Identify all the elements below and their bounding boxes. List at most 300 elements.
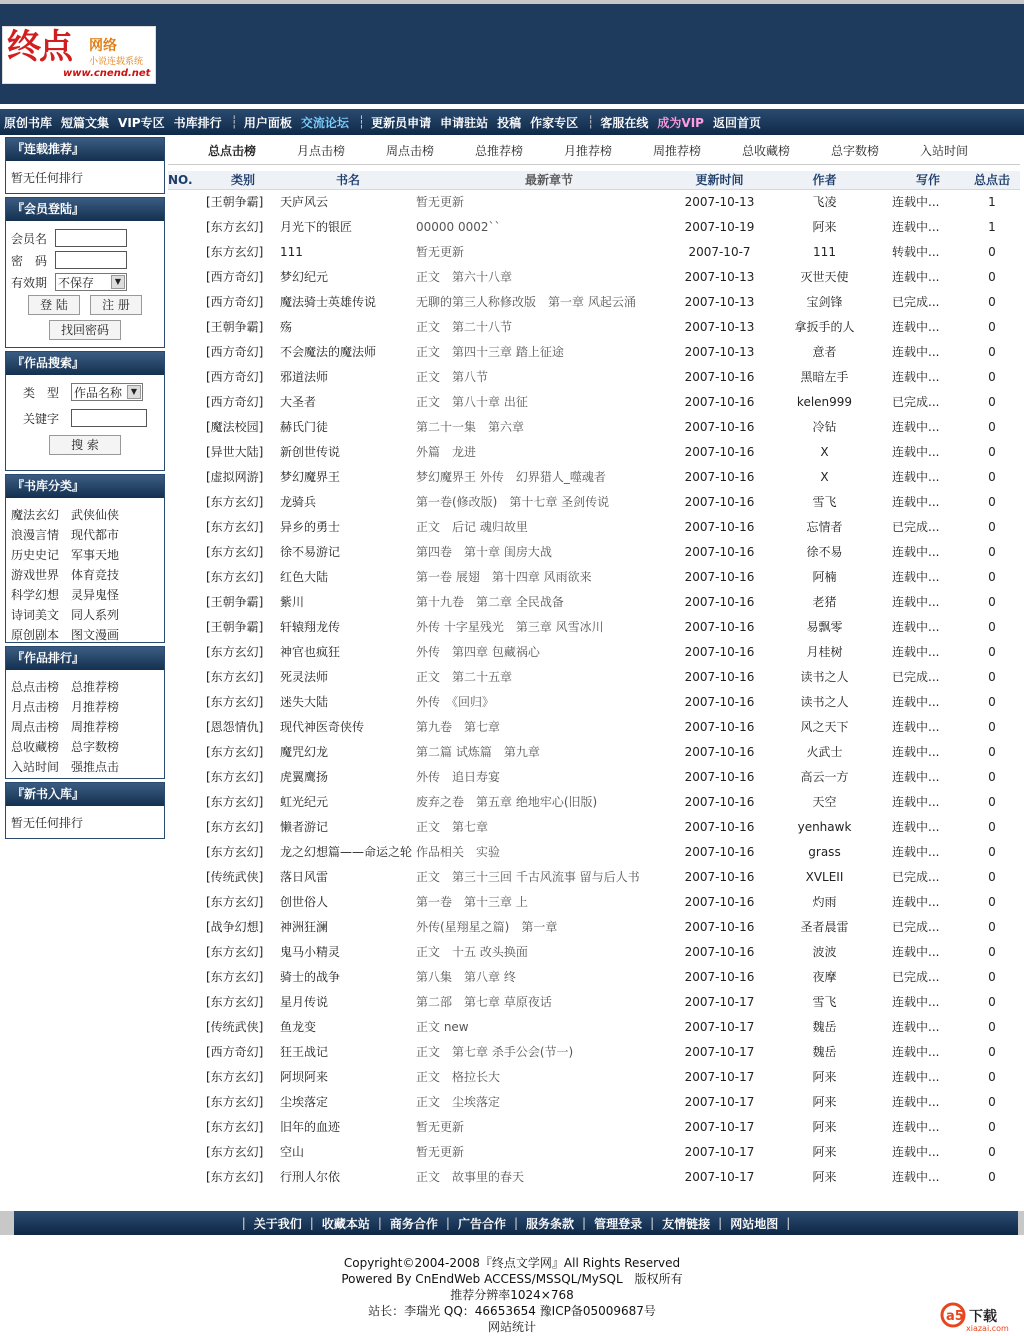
author-link[interactable]: 飞凌 bbox=[812, 195, 837, 210]
book-title-link[interactable]: 红色大陆 bbox=[280, 570, 329, 584]
category-cell[interactable]: [东方玄幻] bbox=[206, 220, 264, 234]
category-cell[interactable]: [东方玄幻] bbox=[206, 245, 264, 259]
row-number bbox=[168, 889, 194, 914]
category-cell[interactable]: [异世大陆] bbox=[206, 445, 264, 459]
footer-separator: | bbox=[786, 1216, 791, 1230]
table-row bbox=[168, 864, 1020, 889]
main-nav bbox=[0, 109, 1024, 135]
author-link[interactable]: 波波 bbox=[812, 945, 837, 959]
table-row bbox=[168, 364, 1020, 389]
latest-chapter-link[interactable]: 外传 十字星残光 第三章 风雪冰川 bbox=[416, 620, 604, 634]
column-header: 最新章节 bbox=[416, 171, 682, 189]
status-cell: 连载中... bbox=[892, 770, 940, 784]
click-count: 0 bbox=[988, 894, 996, 909]
category-cell[interactable]: [东方玄幻] bbox=[206, 1070, 264, 1084]
author-link[interactable]: 111 bbox=[813, 244, 836, 259]
click-count: 0 bbox=[988, 1144, 996, 1159]
column-header: 书名 bbox=[280, 171, 416, 189]
category-cell[interactable]: [东方玄幻] bbox=[206, 795, 264, 809]
author-link[interactable]: 阿来 bbox=[812, 220, 837, 234]
latest-chapter-link[interactable]: 正文 格拉长大 bbox=[416, 1070, 501, 1084]
author-link[interactable]: 雪飞 bbox=[812, 995, 837, 1009]
status-cell: 已完成... bbox=[892, 920, 940, 934]
category-link[interactable]: 灵异鬼怪 bbox=[71, 588, 120, 602]
table-row bbox=[168, 214, 1020, 239]
latest-chapter-link[interactable]: 第一卷 第十三章 上 bbox=[416, 895, 528, 909]
author-link[interactable]: 阿来 bbox=[812, 1070, 837, 1084]
nav-item[interactable]: 用户面板 bbox=[243, 115, 292, 130]
book-title-link[interactable]: 紫川 bbox=[280, 595, 305, 609]
footer-separator: | bbox=[241, 1216, 246, 1230]
click-count: 0 bbox=[988, 594, 996, 609]
book-title-link[interactable]: 神洲狂澜 bbox=[280, 920, 329, 934]
book-title-link[interactable]: 梦幻纪元 bbox=[280, 270, 329, 284]
category-cell[interactable]: [东方玄幻] bbox=[206, 1120, 264, 1134]
author-link[interactable]: 阿来 bbox=[812, 1095, 837, 1109]
author-link[interactable]: 夜摩 bbox=[812, 970, 837, 984]
latest-chapter-link[interactable]: 暂无更新 bbox=[416, 1120, 465, 1134]
category-link[interactable]: 现代都市 bbox=[71, 528, 120, 542]
category-link[interactable]: 诗词美文 bbox=[11, 608, 60, 622]
column-header: 类别 bbox=[194, 171, 280, 189]
row-number bbox=[168, 439, 194, 464]
footer-link[interactable]: 网站地图 bbox=[730, 1216, 779, 1231]
latest-chapter-link[interactable]: 正文 第二十八节 bbox=[416, 320, 513, 334]
book-title-link[interactable]: 神官也疯狂 bbox=[280, 645, 341, 659]
latest-chapter-link[interactable]: 正文 第四十三章 踏上征途 bbox=[416, 345, 564, 359]
copyright-block bbox=[0, 1255, 1024, 1335]
row-number bbox=[168, 614, 194, 639]
ranking-link[interactable]: 入站时间 bbox=[11, 760, 60, 774]
forgot-password-button[interactable]: 找回密码 bbox=[49, 320, 121, 340]
category-cell[interactable]: [东方玄幻] bbox=[206, 695, 264, 709]
category-cell[interactable]: [东方玄幻] bbox=[206, 645, 264, 659]
author-link[interactable]: XVLEII bbox=[805, 869, 844, 884]
table-row bbox=[168, 314, 1020, 339]
status-cell: 已完成... bbox=[892, 520, 940, 534]
category-link[interactable]: 历史史记 bbox=[11, 548, 60, 562]
book-title-link[interactable]: 轩辕翔龙传 bbox=[280, 620, 341, 634]
latest-chapter-link[interactable]: 作品相关 实验 bbox=[416, 845, 501, 859]
category-link[interactable]: 军事天地 bbox=[71, 548, 120, 562]
category-cell[interactable]: [东方玄幻] bbox=[206, 495, 264, 509]
latest-chapter-link[interactable]: 00000 0002`` bbox=[416, 219, 501, 234]
author-link[interactable]: 忘情者 bbox=[806, 520, 843, 534]
category-cell[interactable]: [传统武侠] bbox=[206, 1020, 264, 1034]
ranking-link[interactable]: 月推荐榜 bbox=[71, 700, 120, 714]
category-cell[interactable]: [王朝争霸] bbox=[206, 620, 264, 634]
latest-chapter-link[interactable]: 外篇 龙进 bbox=[416, 445, 477, 459]
status-cell: 连载中... bbox=[892, 545, 940, 559]
row-number bbox=[168, 189, 194, 214]
author-link[interactable]: 宝剑锋 bbox=[806, 295, 843, 309]
status-cell: 连载中... bbox=[892, 895, 940, 909]
search-button[interactable]: 搜 索 bbox=[49, 435, 121, 455]
book-title-link[interactable]: 天庐风云 bbox=[280, 195, 329, 210]
author-link[interactable]: 火武士 bbox=[806, 745, 843, 759]
author-link[interactable]: 阿来 bbox=[812, 1170, 837, 1184]
category-link[interactable]: 游戏世界 bbox=[11, 568, 60, 582]
book-title-link[interactable]: 懒者游记 bbox=[280, 820, 329, 834]
book-title-link[interactable]: 鬼马小精灵 bbox=[280, 945, 341, 959]
author-link[interactable]: 圣者晨雷 bbox=[800, 920, 849, 934]
latest-chapter-link[interactable]: 第四卷 第十章 闺房大战 bbox=[416, 545, 552, 559]
category-cell[interactable]: [东方玄幻] bbox=[206, 570, 264, 584]
table-row bbox=[168, 1139, 1020, 1164]
author-link[interactable]: 读书之人 bbox=[800, 670, 849, 684]
password-input[interactable] bbox=[55, 251, 127, 269]
category-link[interactable]: 图文漫画 bbox=[71, 628, 120, 642]
category-cell[interactable]: [恩怨情仇] bbox=[206, 720, 264, 734]
category-link[interactable]: 原创剧本 bbox=[11, 628, 60, 642]
latest-chapter-link[interactable]: 第十九卷 第二章 全民战备 bbox=[416, 595, 564, 609]
book-title-link[interactable]: 死灵法师 bbox=[280, 670, 329, 684]
click-count: 0 bbox=[988, 394, 996, 409]
nav-item[interactable]: 原创书库 bbox=[4, 115, 53, 130]
category-cell[interactable]: [虚拟网游] bbox=[206, 470, 264, 484]
footer-link[interactable]: 关于我们 bbox=[253, 1216, 302, 1231]
book-title-link[interactable]: 异乡的勇士 bbox=[280, 520, 341, 534]
latest-chapter-link[interactable]: 废弃之卷 第五章 绝地牢心(旧版) bbox=[416, 795, 598, 809]
status-cell: 已完成... bbox=[892, 870, 940, 884]
table-row bbox=[168, 389, 1020, 414]
status-cell: 连载中... bbox=[892, 570, 940, 584]
author-link[interactable]: 黑暗左手 bbox=[800, 370, 849, 384]
book-title-link[interactable]: 创世俗人 bbox=[280, 895, 329, 909]
author-link[interactable]: 拿扳手的人 bbox=[794, 320, 855, 334]
latest-chapter-link[interactable]: 正文 new bbox=[416, 1020, 469, 1034]
table-row bbox=[168, 839, 1020, 864]
category-cell[interactable]: [西方奇幻] bbox=[206, 395, 264, 409]
footer-link[interactable]: 收藏本站 bbox=[321, 1216, 370, 1231]
category-cell[interactable]: [西方奇幻] bbox=[206, 345, 264, 359]
author-link[interactable]: 读书之人 bbox=[800, 695, 849, 709]
update-time: 2007-10-16 bbox=[684, 869, 755, 884]
footer-link[interactable]: 友情链接 bbox=[662, 1216, 711, 1231]
ranking-link[interactable]: 周点击榜 bbox=[11, 720, 60, 734]
row-number bbox=[168, 664, 194, 689]
footer-link[interactable]: 管理登录 bbox=[594, 1216, 643, 1231]
update-time: 2007-10-17 bbox=[684, 994, 755, 1009]
footer-link[interactable]: 广告合作 bbox=[457, 1216, 506, 1231]
row-number bbox=[168, 414, 194, 439]
author-link[interactable]: X bbox=[820, 469, 829, 484]
click-count: 0 bbox=[988, 1094, 996, 1109]
tab-6[interactable]: 周推荐榜 bbox=[653, 144, 702, 158]
search-type-select[interactable] bbox=[71, 383, 143, 401]
latest-chapter-link[interactable]: 正文 第六十八章 bbox=[416, 270, 513, 284]
category-cell[interactable]: [东方玄幻] bbox=[206, 545, 264, 559]
latest-chapter-link[interactable]: 外传(星翔星之篇) 第一章 bbox=[416, 920, 558, 934]
author-link[interactable]: 易飘零 bbox=[806, 620, 843, 634]
table-row bbox=[168, 814, 1020, 839]
row-number bbox=[168, 764, 194, 789]
book-title-link[interactable]: 赫氏门徒 bbox=[280, 420, 329, 434]
tab-2[interactable]: 月点击榜 bbox=[297, 144, 346, 158]
category-cell[interactable]: [西方奇幻] bbox=[206, 1045, 264, 1059]
book-title-link[interactable]: 落日风雷 bbox=[280, 870, 329, 884]
update-time: 2007-10-16 bbox=[684, 494, 755, 509]
latest-chapter-link[interactable]: 正文 第二十五章 bbox=[416, 670, 513, 684]
category-cell[interactable]: [传统武侠] bbox=[206, 870, 264, 884]
category-cell[interactable]: [王朝争霸] bbox=[206, 320, 264, 334]
a5-watermark-logo bbox=[936, 1300, 1020, 1332]
nav-item[interactable]: 交流论坛 bbox=[300, 115, 349, 130]
latest-chapter-link[interactable]: 第二十一集 第六章 bbox=[416, 420, 525, 434]
click-count: 0 bbox=[988, 1169, 996, 1184]
category-cell[interactable]: [战争幻想] bbox=[206, 920, 264, 934]
site-logo[interactable] bbox=[2, 26, 156, 84]
author-link[interactable]: 雪飞 bbox=[812, 495, 837, 509]
latest-chapter-link[interactable]: 正文 第八十章 出征 bbox=[416, 395, 528, 409]
nav-item[interactable]: 客服在线 bbox=[600, 115, 649, 130]
row-number bbox=[168, 214, 194, 239]
author-link[interactable]: 冷钻 bbox=[812, 420, 837, 434]
nav-item[interactable]: 作家专区 bbox=[530, 115, 579, 130]
register-button[interactable]: 注 册 bbox=[90, 295, 142, 315]
status-cell: 连载中... bbox=[892, 1120, 940, 1134]
ranking-link[interactable]: 强推点击 bbox=[71, 760, 120, 774]
update-time: 2007-10-13 bbox=[684, 194, 755, 209]
latest-chapter-link[interactable]: 正文 后记 魂归故里 bbox=[416, 520, 528, 534]
book-title-link[interactable]: 行刑人尔依 bbox=[280, 1170, 341, 1184]
update-time: 2007-10-16 bbox=[684, 644, 755, 659]
book-title-link[interactable]: 旧年的血迹 bbox=[280, 1120, 341, 1134]
ranking-link[interactable]: 月点击榜 bbox=[11, 700, 60, 714]
table-row bbox=[168, 239, 1020, 264]
copyright-line[interactable]: 网站统计 bbox=[487, 1320, 536, 1334]
ranking-link[interactable]: 周推荐榜 bbox=[71, 720, 120, 734]
book-title-link[interactable]: 尘埃落定 bbox=[280, 1095, 329, 1109]
ranking-list bbox=[11, 678, 159, 775]
latest-chapter-link[interactable]: 第一卷 展翅 第十四章 风雨欲来 bbox=[416, 570, 592, 584]
book-title-link[interactable]: 龙骑兵 bbox=[280, 495, 317, 509]
row-number bbox=[168, 564, 194, 589]
book-title-link[interactable]: 阿坝阿来 bbox=[280, 1070, 329, 1084]
category-cell[interactable]: [东方玄幻] bbox=[206, 745, 264, 759]
nav-item[interactable]: 短篇文集 bbox=[61, 115, 110, 130]
author-link[interactable]: 阿楠 bbox=[812, 570, 837, 584]
table-row bbox=[168, 1114, 1020, 1139]
category-cell[interactable]: [王朝争霸] bbox=[206, 595, 264, 609]
status-cell: 连载中... bbox=[892, 695, 940, 709]
nav-item[interactable]: 申请驻站 bbox=[440, 115, 489, 130]
category-cell[interactable]: [东方玄幻] bbox=[206, 1170, 264, 1184]
book-title-link[interactable]: 虎翼鹰扬 bbox=[280, 770, 329, 784]
table-row bbox=[168, 764, 1020, 789]
author-link[interactable]: 老猪 bbox=[812, 595, 837, 609]
book-title-link[interactable]: 现代神医奇侠传 bbox=[280, 720, 365, 734]
book-title-link[interactable]: 龙之幻想篇——命运之轮 bbox=[280, 845, 413, 859]
book-title-link[interactable]: 迷失大陆 bbox=[280, 695, 329, 709]
ranking-link[interactable]: 总收藏榜 bbox=[11, 740, 60, 754]
tab-4[interactable]: 总推荐榜 bbox=[475, 144, 524, 158]
category-link[interactable]: 浪漫言情 bbox=[11, 528, 60, 542]
row-number bbox=[168, 539, 194, 564]
copyright-line: 站长：李瑞光 QQ：46653654 豫ICP备05009687号 bbox=[368, 1304, 656, 1318]
tab-8[interactable]: 总字数榜 bbox=[831, 144, 880, 158]
book-title-link[interactable]: 星月传说 bbox=[280, 995, 329, 1009]
update-time: 2007-10-7 bbox=[688, 244, 751, 259]
tab-1[interactable]: 总点击榜 bbox=[208, 144, 257, 158]
update-time: 2007-10-16 bbox=[684, 394, 755, 409]
status-cell: 连载中... bbox=[892, 1170, 940, 1184]
row-number bbox=[168, 739, 194, 764]
book-title-link[interactable]: 魔咒幻龙 bbox=[280, 745, 329, 759]
book-title-link[interactable]: 梦幻魔界王 bbox=[280, 470, 341, 484]
category-cell[interactable]: [西方奇幻] bbox=[206, 370, 264, 384]
tab-9[interactable]: 入站时间 bbox=[920, 144, 969, 158]
tab-5[interactable]: 月推荐榜 bbox=[564, 144, 613, 158]
author-link[interactable]: 灼雨 bbox=[812, 895, 837, 909]
row-number bbox=[168, 1139, 194, 1164]
latest-chapter-link[interactable]: 正文 第七章 bbox=[416, 820, 489, 834]
latest-chapter-link[interactable]: 正文 尘埃落定 bbox=[416, 1095, 501, 1109]
nav-item[interactable]: VIP专区 bbox=[118, 115, 165, 130]
category-link[interactable]: 科学幻想 bbox=[11, 588, 60, 602]
nav-item[interactable]: 成为VIP bbox=[657, 115, 704, 130]
ranking-link[interactable]: 总字数榜 bbox=[71, 740, 120, 754]
book-title-link[interactable]: 虹光纪元 bbox=[280, 795, 329, 809]
category-cell[interactable]: [东方玄幻] bbox=[206, 845, 264, 859]
table-row bbox=[168, 989, 1020, 1014]
author-link[interactable]: 阿来 bbox=[812, 1120, 837, 1134]
latest-chapter-link[interactable]: 第一卷(修改版) 第十七章 圣剑传说 bbox=[416, 495, 610, 509]
nav-item[interactable]: 更新员申请 bbox=[371, 115, 432, 130]
latest-chapter-link[interactable]: 第八集 第八章 终 bbox=[416, 970, 516, 984]
footer-link[interactable]: 服务条款 bbox=[526, 1216, 575, 1231]
category-cell[interactable]: [东方玄幻] bbox=[206, 520, 264, 534]
username-input[interactable] bbox=[55, 229, 127, 247]
book-title-link[interactable]: 徐不易游记 bbox=[280, 545, 341, 559]
author-link[interactable]: 魏岳 bbox=[812, 1020, 837, 1034]
author-link[interactable]: 徐不易 bbox=[806, 545, 843, 559]
latest-chapter-link[interactable]: 正文 故事里的春天 bbox=[416, 1170, 525, 1184]
click-count: 0 bbox=[988, 244, 996, 259]
book-title-link[interactable]: 狂王战记 bbox=[280, 1045, 329, 1059]
nav-item[interactable]: 返回首页 bbox=[712, 115, 761, 130]
book-title-link[interactable]: 殇 bbox=[280, 320, 293, 334]
update-time: 2007-10-16 bbox=[684, 894, 755, 909]
category-cell[interactable]: [东方玄幻] bbox=[206, 770, 264, 784]
update-time: 2007-10-17 bbox=[684, 1019, 755, 1034]
table-row bbox=[168, 889, 1020, 914]
row-number bbox=[168, 364, 194, 389]
book-title-link[interactable]: 骑士的战争 bbox=[280, 970, 341, 984]
nav-item[interactable]: 投稿 bbox=[497, 115, 522, 130]
category-link[interactable]: 同人系列 bbox=[71, 608, 120, 622]
ranking-link[interactable]: 总推荐榜 bbox=[71, 680, 120, 694]
latest-chapter-link[interactable]: 无聊的第三人称修改版 第一章 风起云涌 bbox=[416, 295, 636, 309]
book-title-link[interactable]: 111 bbox=[280, 244, 303, 259]
latest-chapter-link[interactable]: 暂无更新 bbox=[416, 195, 465, 210]
author-link[interactable]: 月桂树 bbox=[806, 645, 843, 659]
author-link[interactable]: 高云一方 bbox=[800, 770, 849, 784]
footer-link[interactable]: 商务合作 bbox=[389, 1216, 438, 1231]
author-link[interactable]: 灭世天使 bbox=[800, 270, 849, 284]
row-number bbox=[168, 1014, 194, 1039]
status-cell: 连载中... bbox=[892, 595, 940, 609]
category-cell[interactable]: [东方玄幻] bbox=[206, 1095, 264, 1109]
latest-chapter-link[interactable]: 正文 第七章 杀手公会(节一) bbox=[416, 1045, 574, 1059]
tab-7[interactable]: 总收藏榜 bbox=[742, 144, 791, 158]
author-link[interactable]: 魏岳 bbox=[812, 1045, 837, 1059]
row-number bbox=[168, 589, 194, 614]
keyword-input[interactable] bbox=[71, 409, 147, 427]
expire-select[interactable] bbox=[55, 273, 127, 291]
category-cell[interactable]: [西方奇幻] bbox=[206, 270, 264, 284]
category-link[interactable]: 魔法玄幻 bbox=[11, 508, 60, 522]
latest-chapter-link[interactable]: 外传 《回归》 bbox=[416, 695, 495, 709]
author-link[interactable]: grass bbox=[808, 844, 841, 859]
status-cell: 连载中... bbox=[892, 620, 940, 634]
latest-chapter-link[interactable]: 正文 十五 改头换面 bbox=[416, 945, 528, 959]
book-title-link[interactable]: 月光下的银匠 bbox=[280, 220, 353, 234]
latest-chapter-link[interactable]: 外传 追日寿宴 bbox=[416, 770, 501, 784]
book-title-link[interactable]: 不会魔法的魔法师 bbox=[280, 345, 377, 359]
category-cell[interactable]: [魔法校园] bbox=[206, 420, 264, 434]
table-row bbox=[168, 339, 1020, 364]
latest-chapter-link[interactable]: 第二篇 试炼篇 第九章 bbox=[416, 745, 540, 759]
tab-3[interactable]: 周点击榜 bbox=[386, 144, 435, 158]
book-title-link[interactable]: 新创世传说 bbox=[280, 445, 341, 459]
category-cell[interactable]: [东方玄幻] bbox=[206, 670, 264, 684]
column-header: NO. bbox=[168, 171, 194, 189]
book-title-link[interactable]: 魔法骑士英雄传说 bbox=[280, 295, 377, 309]
category-cell[interactable]: [东方玄幻] bbox=[206, 945, 264, 959]
click-count: 0 bbox=[988, 1069, 996, 1084]
category-cell[interactable]: [王朝争霸] bbox=[206, 195, 264, 210]
nav-item[interactable]: 书库排行 bbox=[173, 115, 222, 130]
book-title-link[interactable]: 邪道法师 bbox=[280, 370, 329, 384]
latest-chapter-link[interactable]: 暂无更新 bbox=[416, 1145, 465, 1159]
author-link[interactable]: 天空 bbox=[812, 795, 837, 809]
latest-chapter-link[interactable]: 暂无更新 bbox=[416, 245, 465, 259]
latest-chapter-link[interactable]: 第九卷 第七章 bbox=[416, 720, 501, 734]
category-cell[interactable]: [西方奇幻] bbox=[206, 295, 264, 309]
author-link[interactable]: yenhawk bbox=[797, 819, 852, 834]
book-title-link[interactable]: 大圣者 bbox=[280, 395, 317, 409]
login-button[interactable]: 登 陆 bbox=[28, 295, 80, 315]
update-time: 2007-10-17 bbox=[684, 1044, 755, 1059]
click-count: 0 bbox=[988, 694, 996, 709]
category-cell[interactable]: [东方玄幻] bbox=[206, 895, 264, 909]
category-cell[interactable]: [东方玄幻] bbox=[206, 970, 264, 984]
author-link[interactable]: 阿来 bbox=[812, 1145, 837, 1159]
category-cell[interactable]: [东方玄幻] bbox=[206, 1145, 264, 1159]
category-link[interactable]: 体育竞技 bbox=[71, 568, 120, 582]
column-header: 作者 bbox=[757, 171, 892, 189]
latest-chapter-link[interactable]: 第二部 第七章 草原夜话 bbox=[416, 995, 552, 1009]
category-link[interactable]: 武侠仙侠 bbox=[71, 508, 120, 522]
click-count: 0 bbox=[988, 819, 996, 834]
author-link[interactable]: 风之天下 bbox=[800, 720, 849, 734]
column-header: 写作 bbox=[892, 171, 964, 189]
latest-chapter-link[interactable]: 外传 第四章 包藏祸心 bbox=[416, 645, 540, 659]
book-title-link[interactable]: 空山 bbox=[280, 1145, 305, 1159]
category-cell[interactable]: [东方玄幻] bbox=[206, 820, 264, 834]
latest-chapter-link[interactable]: 梦幻魔界王 外传 幻界猎人_噬魂者 bbox=[416, 470, 606, 484]
author-link[interactable]: kelen999 bbox=[796, 394, 853, 409]
latest-chapter-link[interactable]: 正文 第八节 bbox=[416, 370, 489, 384]
book-title-link[interactable]: 鱼龙变 bbox=[280, 1020, 317, 1034]
author-link[interactable]: 意者 bbox=[812, 345, 837, 359]
latest-chapter-link[interactable]: 正文 第三十三回 千古风流事 留与后人书 bbox=[416, 870, 640, 884]
author-link[interactable]: X bbox=[820, 444, 829, 459]
status-cell: 转载中... bbox=[892, 245, 940, 259]
ranking-link[interactable]: 总点击榜 bbox=[11, 680, 60, 694]
category-cell[interactable]: [东方玄幻] bbox=[206, 995, 264, 1009]
